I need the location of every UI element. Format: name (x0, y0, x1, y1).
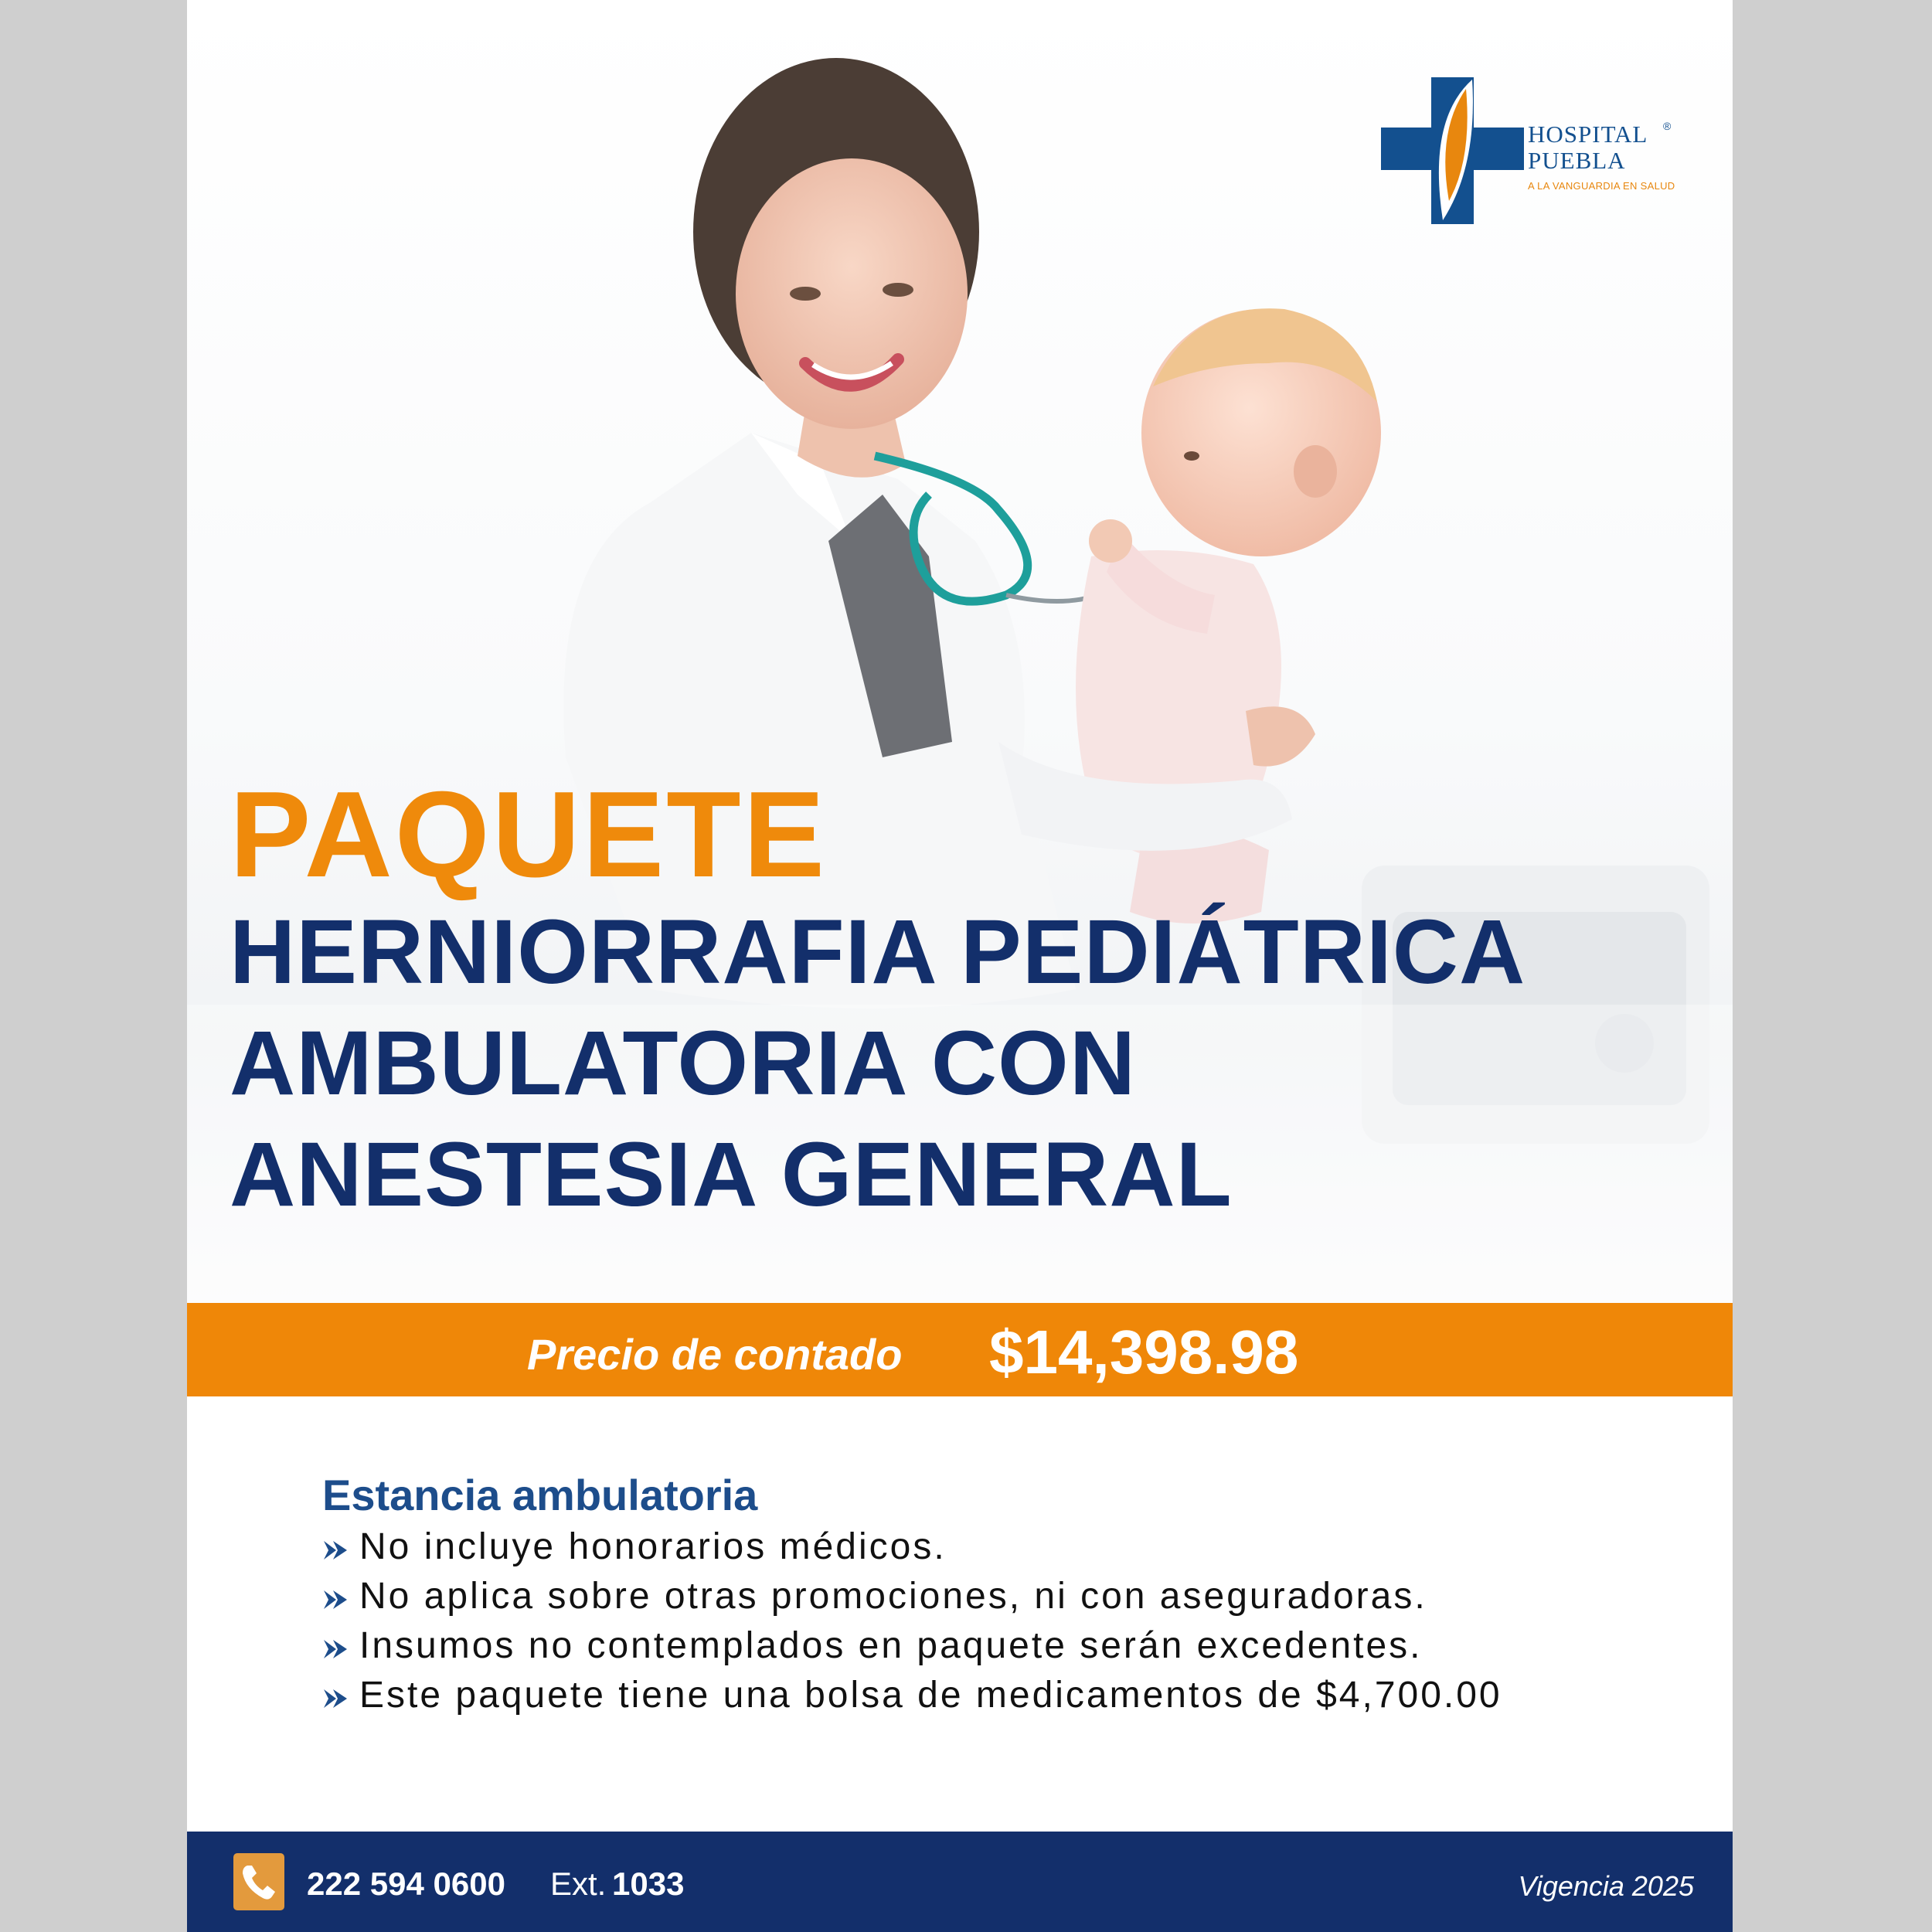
chevron-right-icon (322, 1589, 350, 1611)
hospital-name: HOSPITAL PUEBLA (1528, 121, 1648, 174)
extension-label: Ext. (550, 1866, 607, 1902)
extension-number: 1033 (612, 1866, 685, 1902)
chevron-right-icon (322, 1539, 350, 1561)
details-heading: Estancia ambulatoria (322, 1471, 758, 1519)
promo-poster (187, 0, 1733, 1932)
contact-footer (187, 1832, 1733, 1932)
price-label: Precio de contado (527, 1330, 903, 1379)
phone-number[interactable]: 222 594 0600 (307, 1866, 505, 1902)
list-item-text: No incluye honorarios médicos. (359, 1526, 947, 1567)
hospital-tagline: A LA VANGUARDIA EN SALUD (1528, 180, 1675, 192)
list-item-text: No aplica sobre otras promociones, ni con aseguradoras. (359, 1576, 1427, 1617)
title-line: AMBULATORIA CON (230, 1012, 1137, 1114)
list-item (322, 1522, 1713, 1572)
list-item-text: Este paquete tiene una bolsa de medicamentos de $4,700.00 (359, 1675, 1502, 1716)
price-value: $14,398.98 (989, 1318, 1299, 1386)
registered-mark: ® (1663, 120, 1672, 132)
chevron-right-icon (322, 1688, 350, 1709)
validity-note: Vigencia 2025 (1518, 1870, 1694, 1902)
hospital-cross-logo (1381, 73, 1528, 228)
chevron-right-icon (322, 1638, 350, 1660)
package-title (230, 767, 1729, 1230)
hero-area (187, 0, 1733, 1306)
title-line: HERNIORRAFIA PEDIÁTRICA (230, 901, 1526, 1003)
list-item (322, 1671, 1713, 1720)
title-line: ANESTESIA GENERAL (230, 1124, 1233, 1226)
price-banner (187, 1303, 1733, 1396)
hospital-logo (1381, 73, 1706, 228)
title-kicker: PAQUETE (230, 767, 828, 903)
phone-icon[interactable] (233, 1853, 284, 1910)
list-item (322, 1621, 1713, 1671)
list-item-text: Insumos no contemplados en paquete serán excedentes. (359, 1625, 1423, 1666)
list-item (322, 1572, 1713, 1621)
package-details (322, 1468, 1713, 1720)
